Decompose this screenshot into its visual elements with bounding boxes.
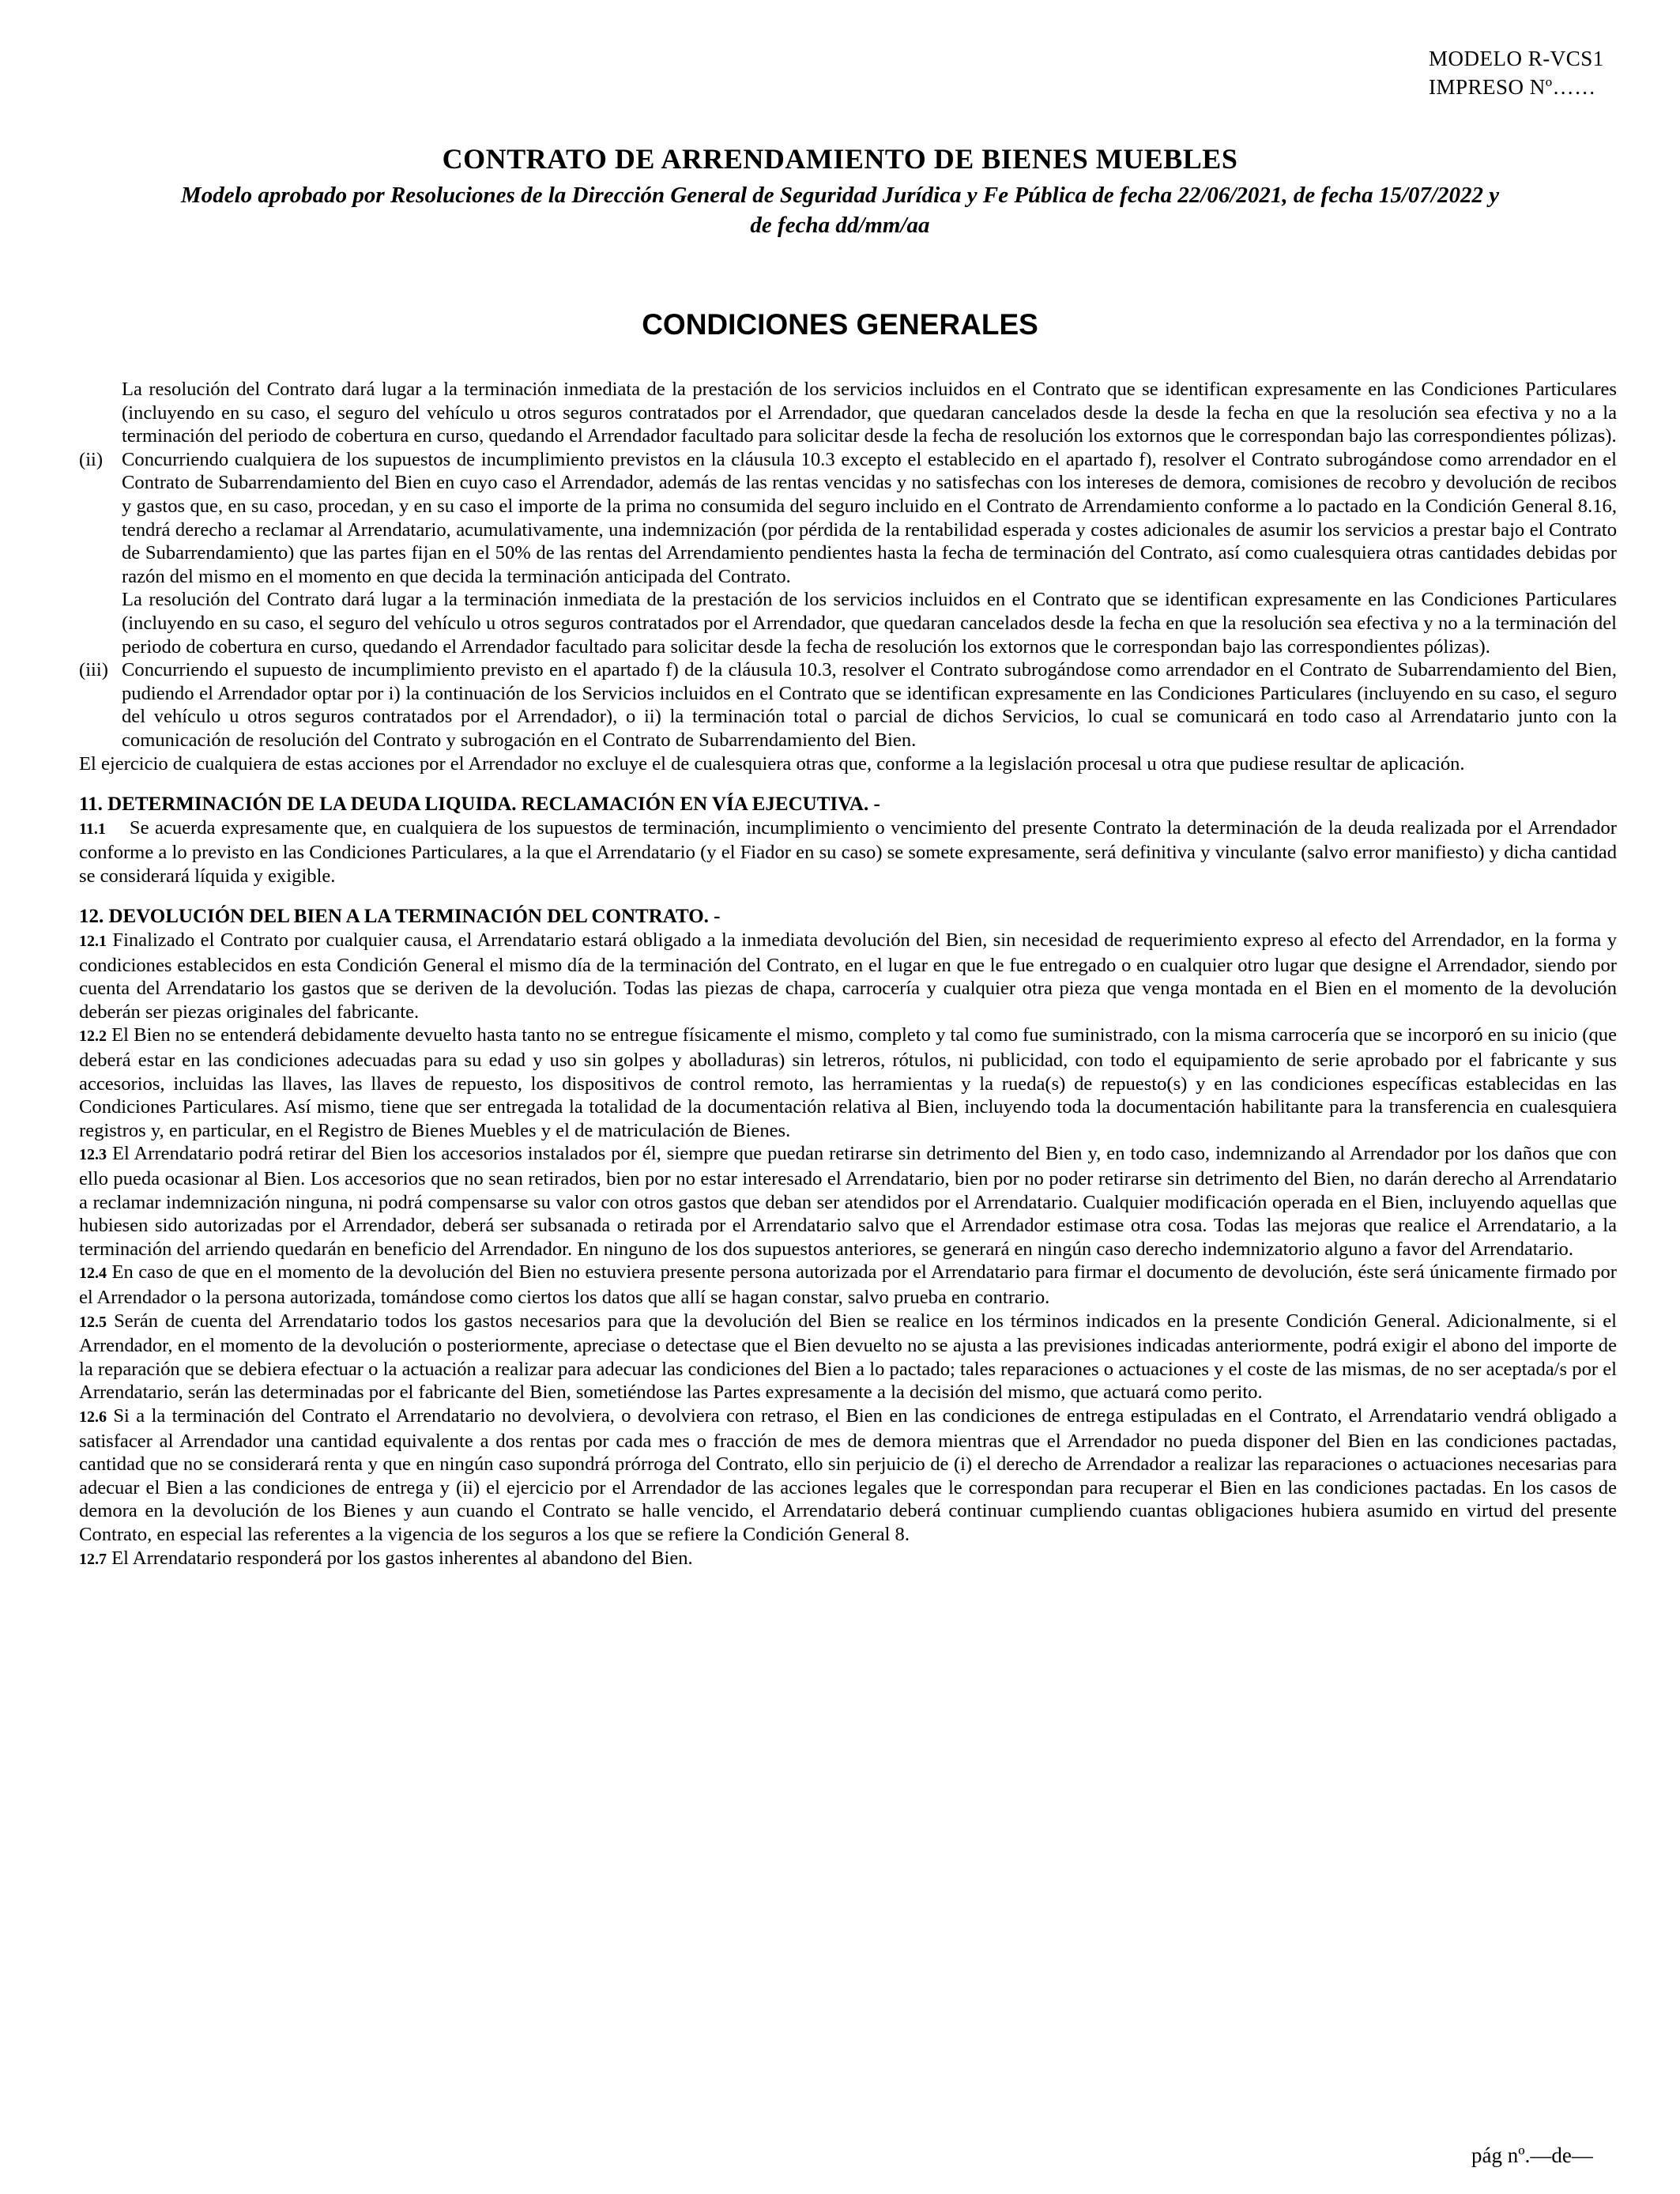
clause-number: 12.6 [79,1408,107,1426]
page-number: pág nº.—de— [1471,2143,1593,2167]
paragraph: El ejercicio de cualquiera de estas acciones por el Arrendador no excluye el de cualesquiera otras que, conforme a la legislación procesal u otra que pudiese resultar de aplicación. [79,752,1465,775]
clause-11-heading: 11. DETERMINACIÓN DE LA DEUDA LIQUIDA. RECLAMACIÓN EN VÍA EJECUTIVA. - [79,794,880,816]
clause-number: 12.5 [79,1313,107,1331]
document-subtitle: Modelo aprobado por Resoluciones de la Dirección General de Seguridad Jurídica y Fe Pública de fecha 22/06/2021, de fecha 15/07/2022 y de fecha dd/mm/aa [180,183,1500,238]
document-reference [1429,44,1604,101]
list-item-text: Concurriendo cualquiera de los supuestos de incumplimiento previstos en la cláusula 10.3 excepto el establecido en el apartado f), resolver el Contrato subrogándose como arrendador en el Contrato de Subarrendamiento del Bien en cuyo caso el Arrendador, además de las rentas vencidas y no satisfechas con los intereses de demora, comisiones de recobro y devolución de recibos y gastos que, en su caso, procedan, y en su caso el importe de la prima no consumida del seguro incluido en el Contrato de Arrendamiento conforme a lo pactado en la Condición General 8.16, tendrá derecho a reclamar al Arrendatario, acumulativamente, una indemnización (por pérdida de la rentabilidad esperada y costes adicionales de asumir los servicios a prestar bajo el Contrato de Subarrendamiento) que las partes fijan en el 50% de las rentas del Arrendamiento pendientes hasta la fecha de terminación del Contrato, así como cualesquiera otras cantidades debidas por razón del mismo en el momento en que decida la terminación anticipada del Contrato. [122,448,1617,587]
clause-12-1 [79,929,1617,1023]
clause-number: 12.3 [79,1146,107,1164]
document-body [79,378,1617,1571]
clause-text: Finalizado el Contrato por cualquier causa, el Arrendatario estará obligado a la inmediata devolución del Bien, sin necesidad de requerimiento expreso al efecto del Arrendador, en la forma y condiciones establecidos en esta Condición General el mismo día de la terminación del Contrato, en el lugar en que le fue entregado o en cualquier otro lugar que designe el Arrendador, siendo por cuenta del Arrendatario los gastos que se deriven de la devolución. Todas las piezas de chapa, carrocería y cualquier otra pieza que venga montada en el Bien en el momento de la devolución deberán ser piezas originales del fabricante. [79,929,1617,1023]
clause-text: En caso de que en el momento de la devolución del Bien no estuviera presente persona autorizada por el Arrendatario para firmar el documento de devolución, éste será únicamente firmado por el Arrendador o la persona autorizada, tomándose como ciertos los datos que allí se hagan constar, salvo prueba en contrario. [79,1261,1617,1308]
clause-text: Serán de cuenta del Arrendatario todos los gastos necesarios para que la devolución del Bien se realice en los términos indicados en la presente Condición General. Adicionalmente, si el Arrendador, en el momento de la devolución o posteriormente, apreciase o detectase que el Bien devuelto no se ajusta a las previsiones indicadas anteriormente, podrá exigir el abono del importe de la reparación que se debiera efectuar o la actuación a realizar para adecuar las condiciones del Bien a lo pactado; tales reparaciones o actuaciones y el coste de las mismas, de no ser aceptada/s por el Arrendatario, serán las determinadas por el fabricante del Bien, sometiéndose las Partes expresamente a la decisión del mismo, que actuará como perito. [79,1310,1618,1404]
clause-number: 12.7 [79,1550,107,1568]
clause-text: El Arrendatario podrá retirar del Bien los accesorios instalados por él, siempre que puedan retirarse sin detrimento del Bien y, en todo caso, indemnizando al Arrendador por los daños que con ello pueda ocasionar al Bien. Los accesorios que no sean retirados, bien por no estar interesado el Arrendatario, bien por no poder retirarse sin detrimento del Bien, no darán derecho al Arrendatario a reclamar indemnización ninguna, ni podrá compensarse su valor con otros gastos que deban ser atendidos por el Arrendatario. Cualquier modificación operada en el Bien, incluyendo aquellas que hubiesen sido autorizadas por el Arrendador, deberá ser subsanada o retirada por el Arrendatario salvo que el Arrendador estimase otra cosa. Todas las mejoras que realice el Arrendatario, a la terminación del arriendo quedarán en beneficio del Arrendador. En ninguno de los dos supuestos anteriores, se generará en ningún caso derecho indemnizatorio alguno a favor del Arrendatario. [79,1143,1617,1260]
list-item-ii [79,448,1617,589]
clause-12-heading: 12. DEVOLUCIÓN DEL BIEN A LA TERMINACIÓN DEL CONTRATO. - [79,906,721,928]
clause-12-5 [79,1310,1617,1404]
model-code: MODELO R-VCS1 [1429,47,1604,70]
clause-text: El Bien no se entenderá debidamente devuelto hasta tanto no se entregue físicamente el mismo, completo y tal como fue suministrado, con la misma carrocería que se incorporó en su inicio (que deberá estar en las condiciones adecuadas para su edad y uso sin golpes y abolladuras) sin letreros, rótulos, ni publicidad, con todo el equipamiento de serie aprobado por el fabricante y sus accesorios, incluidas las llaves, las llaves de repuesto, los dispositivos de control remoto, las herramientas y la rueda(s) de repuesto(s) y en las condiciones específicas establecidas en las Condiciones Particulares. Así mismo, tiene que ser entregada la totalidad de la documentación relativa al Bien, incluyendo toda la documentación habilitante para la transferencia en cualesquiera registros y, en particular, en el Registro de Bienes Muebles y el de matriculación de Bienes. [79,1024,1617,1141]
paragraph: La resolución del Contrato dará lugar a la terminación inmediata de la prestación de los servicios incluidos en el Contrato que se identifican expresamente en las Condiciones Particulares (incluyendo en su caso, el seguro del vehículo u otros seguros contratados por el Arrendador, que quedaran cancelados desde la desde la fecha en que la resolución sea efectiva y no a la terminación del periodo de cobertura en curso, quedando el Arrendador facultado para solicitar desde la fecha de resolución los extornos que le correspondan bajo las correspondientes pólizas). [122,379,1617,447]
clause-11-1 [79,816,1617,888]
section-heading: CONDICIONES GENERALES [642,308,1038,341]
printed-number: IMPRESO Nº…… [1429,75,1596,99]
clause-12-7 [79,1547,1617,1572]
clause-text: El Arrendatario responderá por los gastos inherentes al abandono del Bien. [111,1547,693,1569]
clause-number: 11.1 [79,820,106,838]
paragraph: La resolución del Contrato dará lugar a la terminación inmediata de la prestación de los servicios incluidos en el Contrato que se identifican expresamente en las Condiciones Particulares (incluyendo en su caso, el seguro del vehículo u otros seguros contratados por el Arrendador, que quedaran cancelados desde la fecha en que la resolución sea efectiva y no a la terminación del periodo de cobertura en curso, quedando el Arrendador facultado para solicitar desde la fecha de resolución los extornos que le correspondan bajo las correspondientes pólizas). [122,589,1617,658]
clause-number: 12.2 [79,1027,107,1046]
list-item-text: Concurriendo el supuesto de incumplimiento previsto en el apartado f) de la cláusula 10.3, resolver el Contrato subrogándose como arrendador en el Contrato de Subarrendamiento del Bien, pudiendo el Arrendador optar por i) la continuación de los Servicios incluidos en el Contrato que se identifican expresamente en las Condiciones Particulares (incluyendo en su caso, el seguro del vehículo u otros seguros contratados por el Arrendador), o ii) la terminación total o parcial de dichos Servicios, lo cual se comunicará en todo caso al Arrendatario junto con la comunicación de resolución del Contrato y subrogación en el Contrato de Subarrendamiento del Bien. [122,659,1617,751]
clause-number: 12.4 [79,1265,107,1283]
document-title: CONTRATO DE ARRENDAMIENTO DE BIENES MUEBLES [442,143,1238,175]
clause-12-2 [79,1023,1617,1142]
list-marker: (ii) [79,448,104,470]
clause-text: Se acuerda expresamente que, en cualquiera de los supuestos de terminación, incumplimiento o vencimiento del presente Contrato la determinación de la deuda realizada por el Arrendador conforme a lo previsto en las Condiciones Particulares, a la que el Arrendatario (y el Fiador en su caso) se somete expresamente, será definitiva y vinculante (salvo error manifiesto) y dicha cantidad se considerará líquida y exigible. [79,816,1617,887]
clause-12-6 [79,1404,1617,1547]
list-marker: (iii) [79,659,108,681]
list-item-iii [79,658,1617,752]
clause-12-4 [79,1261,1617,1309]
clause-number: 12.1 [79,933,107,951]
clause-12-3 [79,1142,1617,1261]
clause-text: Si a la terminación del Contrato el Arrendatario no devolviera, o devolviera con retraso, el Bien en las condiciones de entrega estipuladas en el Contrato, el Arrendatario vendrá obligado a satisfacer al Arrendador una cantidad equivalente a dos rentas por cada mes o fracción de mes de demora mientras que el Arrendador no pueda disponer del Bien en las condiciones pactadas, cantidad que no se considerará renta y que en ningún caso supondrá prórroga del Contrato, ello sin perjuicio de (i) el derecho de Arrendador a realizar las reparaciones o actuaciones necesarias para adecuar el Bien a las condiciones de entrega y (ii) el ejercicio por el Arrendador de las acciones legales que le correspondan para recuperar el Bien en las condiciones pactadas. En los casos de demora en la devolución de los Bienes y aun cuando el Contrato se halle vencido, el Arrendatario deberá continuar cumpliendo cuantas obligaciones hubiera asumido en virtud del presente Contrato, en especial las referentes a la vigencia de los seguros a los que se refiere la Condición General 8. [79,1404,1618,1545]
